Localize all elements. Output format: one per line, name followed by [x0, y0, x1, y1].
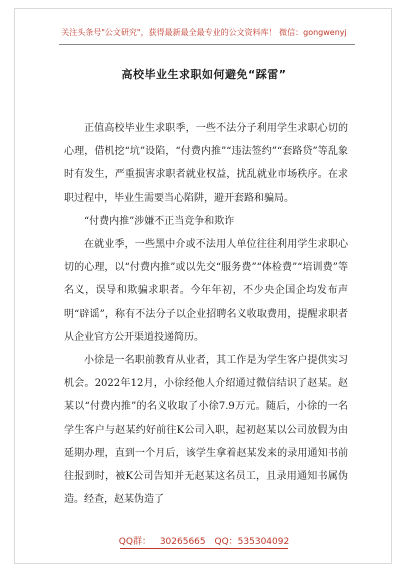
header-banner: 关注头条号"公文研究"，获得最新最全最专业的公文资料库！ 微信：gongwenyj: [61, 28, 347, 37]
paragraph-body: 在就业季，一些黑中介或不法用人单位往往利用学生求职心切的心理，以“付费内推”或以先交“服务费”“体检费”“培训费”等名义，误导和欺骗求职者。今年年初，不少央企国企均发布声明“辟谣”，称有不法分子以企业招聘名义收取费用，提醒求职者从企业官方公开渠道投递简历。: [64, 239, 348, 343]
document-body: [64, 117, 348, 511]
paragraph-case: 小徐是一名职前教育从业者，其工作是为学生客户提供实习机会。2022年12月，小徐经他人介绍通过微信结识了赵某。赵某以“付费内推”的名义收取了小徐7.9万元。随后，小徐的一名学生客户与赵某约好前往K公司入职，起初赵某以公司放假为由延期办理，直到一个月后，该学生拿着赵某发来的录用通知书前往报到时，被K公司告知并无赵某这名员工，且录用通知书属伪造。经查，赵某伪造了: [64, 355, 348, 506]
section-heading: “付费内推”涉嫌不正当竞争和欺诈: [84, 215, 235, 227]
document-title: 高校毕业生求职如何避免“踩雷”: [121, 68, 287, 81]
footer-contact: QQ群： 30265665 QQ：535304092: [118, 537, 290, 547]
header-divider: [59, 44, 355, 45]
footer-underline: [120, 548, 288, 549]
paragraph-intro: 正值高校毕业生求职季，一些不法分子利用学生求职心切的心理，借机挖“坑”设陷，“付费内推”“违法签约”“套路贷”等乱象时有发生，严重损害求职者就业权益，扰乱就业市场秩序。在求职过程中，毕业生需要当心陷阱，避开套路和骗局。: [64, 123, 348, 204]
